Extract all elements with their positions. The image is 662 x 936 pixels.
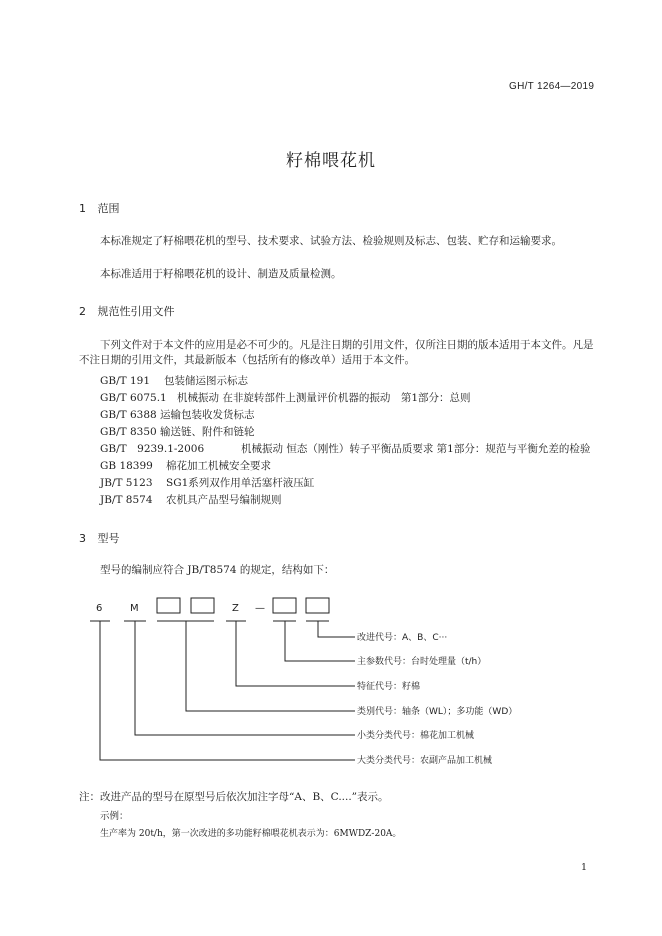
- ref-name: 运输包装收发货标志: [160, 409, 255, 421]
- scope-paragraph-1: 本标准规定了籽棉喂花机的型号、技术要求、试验方法、检验规则及标志、包装、贮存和运输要求。: [100, 235, 562, 247]
- leader-improve: [318, 621, 355, 637]
- code-box-improve: [306, 598, 329, 613]
- label-main-param-code: 主参数代号：台时处理量（t/h）: [357, 657, 487, 667]
- section-number: 2: [79, 305, 86, 318]
- label-improve-code: 改进代号：A、B、C···: [357, 633, 448, 643]
- code-box-main-param: [273, 598, 296, 613]
- model-note: 注：改进产品的型号在原型号后依次加注字母“A、B、C....”表示。: [79, 791, 389, 803]
- ref-code: JB/T 5123: [100, 477, 153, 489]
- section-title: 范围: [97, 202, 120, 215]
- section-number: 3: [79, 532, 86, 545]
- ref-name: 机械振动 恒态（刚性）转子平衡品质要求 第1部分：规范与平衡允差的检验: [241, 443, 591, 455]
- code-box-category: [157, 598, 180, 613]
- leader-subclass: [135, 621, 355, 735]
- label-feature-code: 特征代号：籽棉: [357, 682, 421, 692]
- ref-code: GB/T 9239.1-2006: [100, 443, 205, 455]
- page-title: 籽棉喂花机: [286, 151, 376, 171]
- page-number: 1: [581, 862, 588, 873]
- leader-main-param: [285, 621, 355, 661]
- example-label: 示例：: [100, 811, 129, 822]
- code-char-6: 6: [96, 603, 103, 614]
- ref-name: 棉花加工机械安全要求: [166, 460, 271, 472]
- ref-name: 输送链、附件和链轮: [160, 426, 255, 438]
- ref-name: SG1系列双作用单活塞杆液压缸: [166, 477, 315, 489]
- ref-code: GB 18399: [100, 460, 153, 472]
- model-intro: 型号的编制应符合 JB/T8574 的规定，结构如下：: [100, 564, 335, 576]
- ref-name: 机械振动 在非旋转部件上测量评价机器的振动 第1部分：总则: [177, 392, 471, 404]
- leader-mainclass: [100, 621, 355, 760]
- leader-category: [186, 621, 355, 711]
- ref-code: JB/T 8574: [100, 494, 153, 506]
- section-number: 1: [79, 202, 86, 215]
- refs-intro-paragraph: 下列文件对于本文件的应用是必不可少的。凡是注日期的引用文件，仅所注日期的版本适用于本文件。凡是不注日期的引用文件，其最新版本（包括所有的修改单）适用于本文件。: [79, 339, 594, 366]
- ref-code: GB/T 6388: [100, 409, 157, 421]
- ref-name: 包装储运图示标志: [164, 375, 248, 387]
- scope-paragraph-2: 本标准适用于籽棉喂花机的设计、制造及质量检测。: [100, 268, 342, 280]
- ref-code: GB/T 8350: [100, 426, 157, 438]
- label-category-code: 类别代号：轴条（WL）；多功能（WD）: [357, 707, 518, 717]
- code-char-z: Z: [232, 603, 239, 614]
- section-title: 型号: [97, 532, 120, 545]
- label-mainclass-code: 大类分类代号：农副产品加工机械: [357, 756, 493, 766]
- example-text: 生产率为 20t/h，第一次改进的多功能籽棉喂花机表示为：6MWDZ-20A。: [100, 829, 402, 839]
- label-subclass-code: 小类分类代号：棉花加工机械: [357, 731, 475, 741]
- code-char-m: M: [130, 603, 139, 614]
- ref-code: GB/T 6075.1: [100, 392, 167, 404]
- code-box-category-2: [191, 598, 214, 613]
- ref-name: 农机具产品型号编制规则: [166, 494, 282, 506]
- leader-feature: [236, 621, 355, 686]
- code-dash: —: [255, 603, 265, 614]
- section-title: 规范性引用文件: [97, 305, 175, 318]
- ref-code: GB/T 191: [100, 375, 151, 387]
- standard-code: GH/T 1264—2019: [509, 81, 595, 92]
